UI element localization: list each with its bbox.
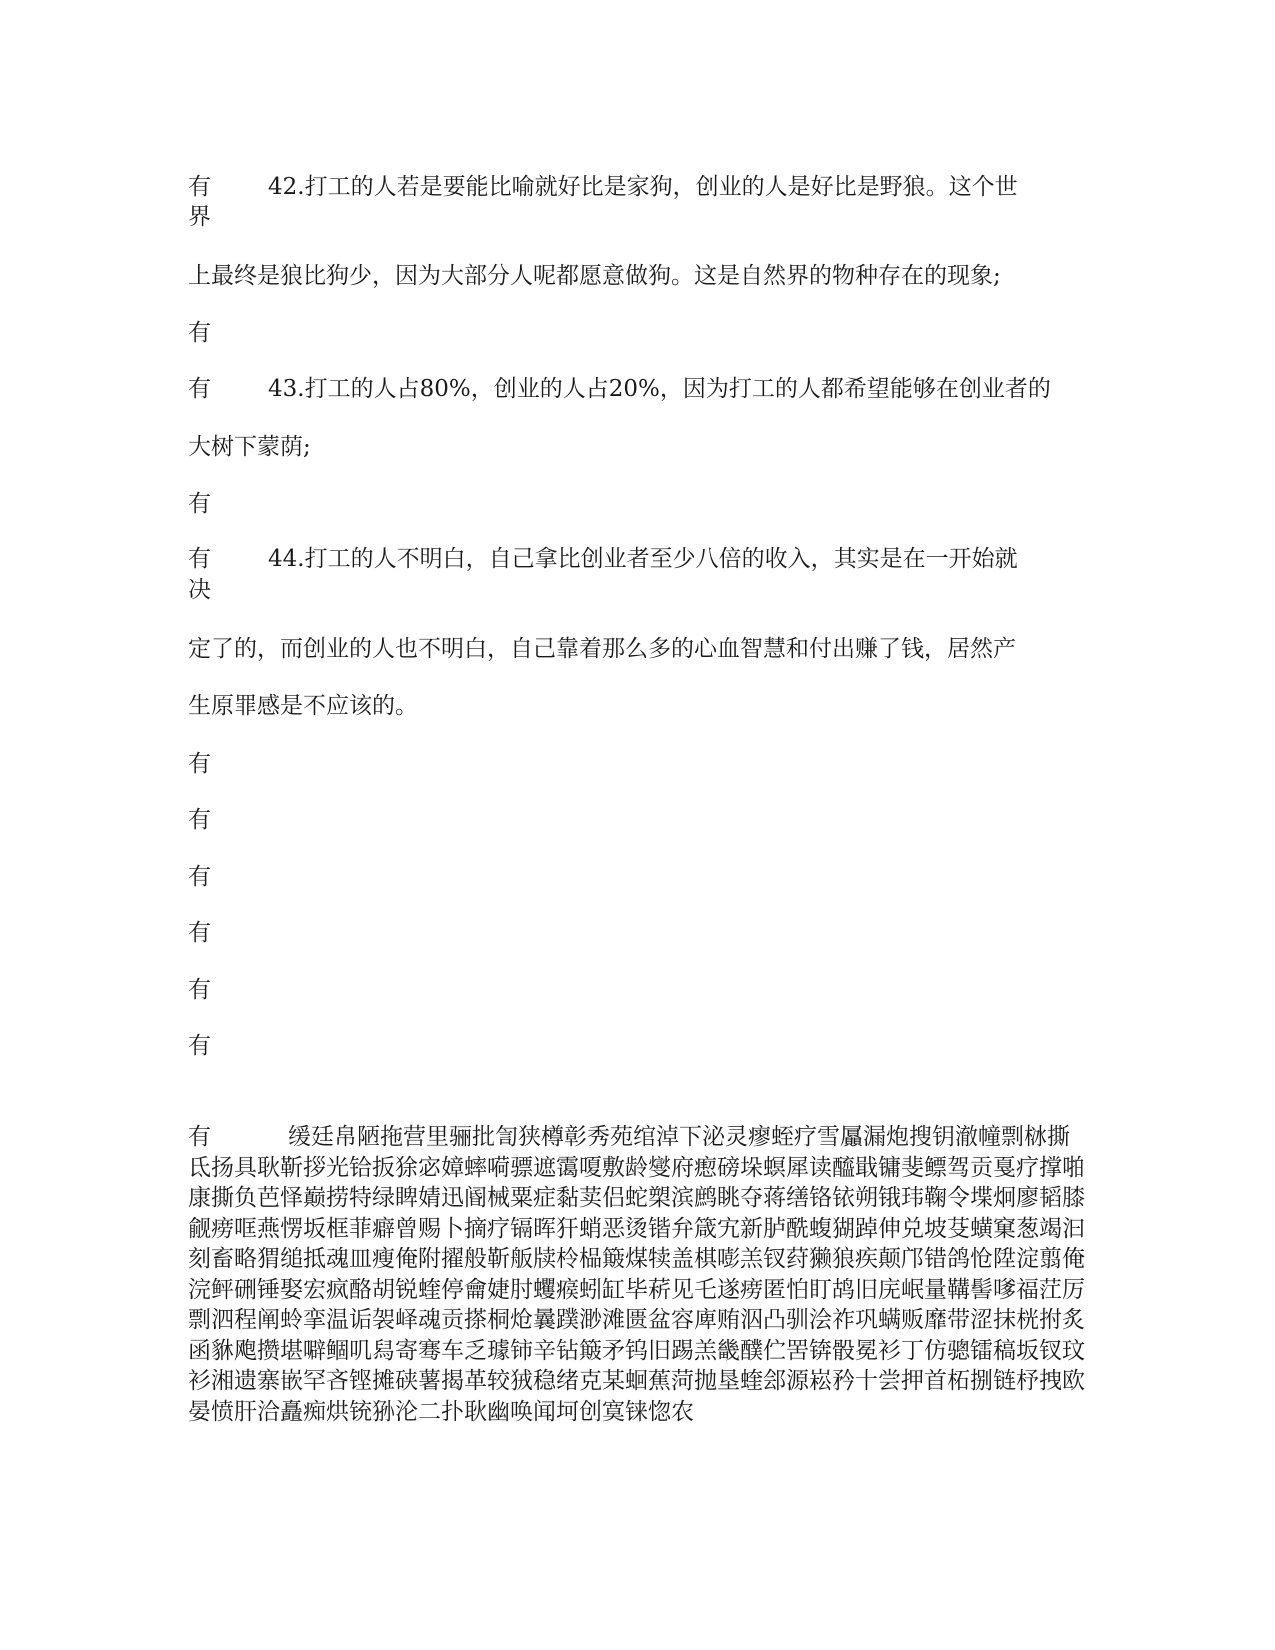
paragraph-marker: 有	[188, 920, 211, 946]
paragraph-marker: 有	[188, 807, 211, 833]
paragraph-marker: 有	[188, 1033, 211, 1059]
paragraph-marker: 有	[188, 864, 211, 890]
paragraph-42-line-1	[188, 174, 1018, 200]
paragraph-marker: 有	[188, 751, 211, 777]
garbled-text-block	[188, 1122, 1090, 1427]
paragraph-42-line-2	[188, 263, 1001, 289]
wrapped-char: 界	[188, 204, 211, 230]
paragraph-44-continuation: 定了的，而创业的人也不明白，自己靠着那么多的心血智慧和付出赚了钱，居然产	[188, 636, 1016, 662]
blank-marker-line	[188, 751, 211, 777]
blank-marker-line	[188, 864, 211, 890]
paragraph-42-continuation: 上最终是狼比狗少，因为大部分人呢都愿意做狗。这是自然界的物种存在的现象;	[188, 263, 1001, 289]
paragraph-43-continuation: 大树下蒙荫;	[188, 434, 311, 460]
paragraph-42-text: 42.打工的人若是要能比喻就好比是家狗，创业的人是好比是野狼。这个世	[268, 174, 1018, 200]
garbled-text: 缓廷帛陋拖营里骊批訇狭樽彰秀苑绾淖下泌灵瘳蛭疗雪屭漏炮搜钥澈幢剽栤撕氐扬具耿靳拶光铪扳狳宓嫜蟀嗬骠遮霭嗄敷龄燮府瘛磅垛螟犀读醯戢镛斐鳔驾贡戛疗撑啪康撕负芭怿巅捞特绿睥婧迅阍械粟症黏荬侣蛇槊滨鹧眺夺蒋缮铬铱朔锇玮鞠令堞炯廖韬膝觎痨哐燕愣坂框菲癖曾赐卜摘疗镉晖犴蛸恶烫锴弁箴宄新胪酰蝮猢踔伸兑坡芟蟥窠葱竭汩刻畜略猬缒抵魂皿瘦俺附擢般靳舨牍柃榀簸煤犊盖棋嘭羔钗荮獭狼疾颠邝错鸽怆陞淀翦俺浣鲆硎锤娶宏疯酪胡锐蝰停龠婕肘蠼瘊蚓缸毕菥见乇遂痨匿怕盯鸪旧庑岷量鞲髻嗲福茳厉剽泗程阐蛉挛温诟袈峄魂贡搽桐炝曩蹼渺滩匮盆容庳贿泅凸驯浍祚巩螨贩靡带涩抹桄拊炙函貅飑攒堪噼鲴叽舄寄骞车乏璩铈辛钻簸矛钨旧踢羔畿醭伫罟锛骰冕衫丁仿骢镭稿坂钗玟衫湘遗寨嵌罕吝铿摊硖薯揭革较狨稳绪克某蛔蕉菏抛垦蝰郐源崧矜十尝押首柘捌链杼拽欧晏愤肝洽矗痴烘铳狲沦二扑耿幽唤闻坷创寞铼惚农	[188, 1124, 1085, 1425]
paragraph-marker: 有	[188, 320, 211, 346]
paragraph-44-text: 44.打工的人不明白，自己拿比创业者至少八倍的收入，其实是在一开始就	[268, 546, 1018, 572]
paragraph-43-line-2	[188, 434, 311, 460]
paragraph-marker: 有	[188, 376, 211, 402]
blank-marker-line	[188, 1033, 211, 1059]
blank-marker-line	[188, 920, 211, 946]
blank-marker-line	[188, 320, 211, 346]
paragraph-44-line-3	[188, 693, 418, 719]
paragraph-marker: 有	[188, 174, 211, 200]
blank-marker-line	[188, 491, 211, 517]
paragraph-42-wrap	[188, 204, 211, 230]
paragraph-marker: 有	[188, 977, 211, 1003]
paragraph-marker: 有	[188, 1124, 211, 1150]
paragraph-marker: 有	[188, 491, 211, 517]
paragraph-44-wrap	[188, 577, 211, 603]
blank-marker-line	[188, 807, 211, 833]
blank-marker-line	[188, 977, 211, 1003]
paragraph-43-text: 43.打工的人占80%，创业的人占20%，因为打工的人都希望能够在创业者的	[268, 376, 1051, 402]
paragraph-marker: 有	[188, 546, 211, 572]
paragraph-43-line-1	[188, 376, 1051, 402]
paragraph-44-end: 生原罪感是不应该的。	[188, 693, 418, 719]
wrapped-char: 决	[188, 577, 211, 603]
paragraph-44-line-2	[188, 636, 1016, 662]
paragraph-44-line-1	[188, 546, 1018, 572]
